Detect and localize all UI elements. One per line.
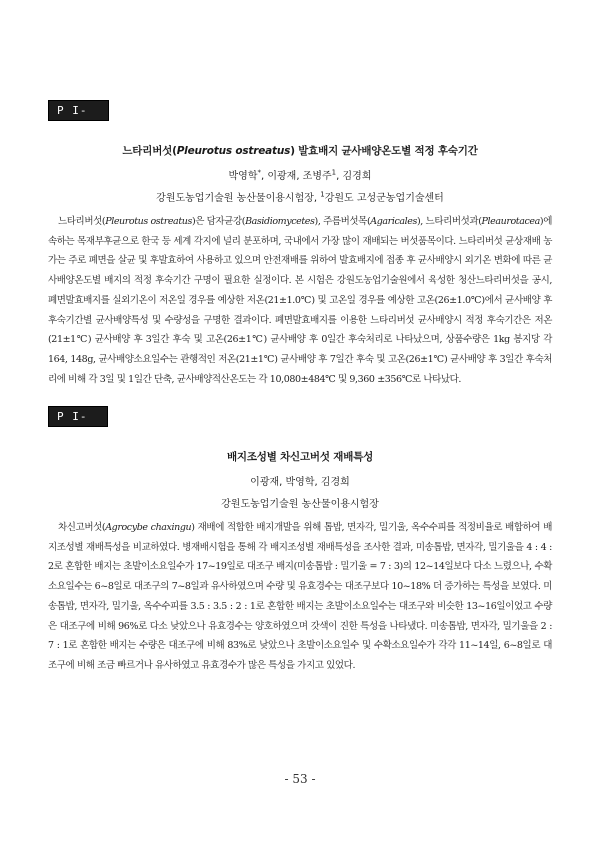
species-name: Agaricales <box>370 216 417 227</box>
species-name: Basidiomycetes <box>245 216 315 227</box>
abstract-code-badge: P I-05 <box>48 100 109 121</box>
abstract-code-badge: P I-06 <box>48 406 108 427</box>
body-text: ), 느타리버섯과( <box>416 216 482 227</box>
body-text: ) 재배에 적합한 배지개발을 위해 톱밥, 면자각, 밀기울, 옥수수피를 적정비율로 배합하여 배지조성별 재배특성을 비교하였다. 병재배시험을 통해 각 배지조성별 재배특성을 조사한 결과, 미송톱밥, 면자각, 밀기울을 4 : 4 : 2로 혼합한 배지는 초발이소요일수가 17~19일로 대조구 배지(미송톱밥 : 밀기울 = 7 : 3)의 12~14일보다 다소 느렸으나, 수확소요일수는 6~8일로 대조구의 7~8일과 유사하였으며 수량 및 유효경수는 대조구보다 10~18% 더 증가하는 특성을 보였다. 미송톱밥, 면자각, 밀기울, 옥수수피를 3.5 : 3.5 : 2 : 1로 혼합한 배지는 초발이소요일수는 대조구와 비슷한 13~16일이었고 수량은 대조구에 비해 96%로 다소 낮았으나 유효경수는 양호하였으며 갓색이 진한 특성을 나타냈다. 미송톱밥, 면자각, 밀기울을 2 : 7 : 1로 혼합한 배지는 수량은 대조구에 비해 83%로 낮았으나 초발이소요일수 및 수확소요일수가 각각 11~14일, 6~8일로 대조구에 비해 조금 빠르거나 유사하였고 유효경수가 많은 특성을 가지고 있었다. <box>48 522 552 671</box>
title-part: 느타리버섯( <box>122 145 177 157</box>
title-part: ) 발효배지 균사배양온도별 적정 후숙기간 <box>290 145 478 157</box>
abstract-title <box>48 143 552 158</box>
species-name: Agrocybe chaxingu <box>105 522 192 533</box>
abstract-paragraph <box>48 518 552 676</box>
body-text: )에 속하는 목재부후균으로 한국 등 세계 각지에 널리 분포하며, 국내에서 가장 많이 재배되는 버섯품목이다. 느타리버섯 균상재배 농가는 주로 폐면을 살균 및 후발효하여 사용하고 있으며 안전재배를 위하여 발효배지에 접종 후 균사배양시 외기온 변화에 따른 균사배양온도별 배지의 적정 후숙기간 구명이 필요한 실정이다. 본 시험은 강원도농업기술원에서 육성한 청산느타리버섯을 공시, 폐면발효배지를 실외기온이 저온일 경우를 예상한 저온(21±1.0℃) 및 고온일 경우를 예상한 고온(26±1.0℃)에서 균사배양 후 후숙기간별 균사배양특성 및 수량성을 구명한 결과이다. 폐면발효배지를 이용한 느타리버섯 균사배양시 적정 후숙기간은 저온(21±1℃) 균사배양 후 3일간 후숙 및 고온(26±1℃) 균사배양 후 0일간 후숙처리로 나타났으며, 상품수량은 1kg 봉지당 각 164, 148g, 균사배양소요일수는 관행적인 저온(21±1℃) 균사배양 후 7일간 후숙 및 고온(26±1℃) 균사배양 후 3일간 후숙처리에 비해 각 3일 및 1일간 단축, 균사배양적산온도는 각 10,080±484℃ 및 9,360 ±356℃로 나타났다. <box>48 216 552 385</box>
species-name: Pleaurotacea <box>481 216 540 227</box>
species-name: Pleurotus ostreatus <box>105 216 192 227</box>
page-number: - 53 - <box>284 772 316 786</box>
abstract-pi-05 <box>48 100 552 389</box>
author-name: , 이광재, 조병주 <box>260 171 332 182</box>
abstract-authors <box>48 167 552 182</box>
abstract-pi-06 <box>48 406 552 676</box>
author-marker: 1 <box>331 168 337 177</box>
body-text: 차신고버섯( <box>58 522 106 533</box>
abstract-body <box>48 518 552 676</box>
affiliation-marker: 1 <box>320 190 325 199</box>
body-text: )은 담자균강( <box>191 216 246 227</box>
author-name: 박영학 <box>228 171 258 182</box>
body-text: 느타리버섯( <box>58 216 106 227</box>
body-text: ), 주름버섯목( <box>314 216 371 227</box>
title-species: Pleurotus ostreatus <box>176 145 291 157</box>
affiliation-part: 강원도 고성군농업기술센터 <box>324 193 444 204</box>
abstract-authors: 이광재, 박영학, 김경희 <box>250 477 350 488</box>
author-marker: * <box>257 168 261 177</box>
affiliation-part: 강원도농업기술원 농산물이용시험장, <box>156 193 321 204</box>
abstract-affiliation: 강원도농업기술원 농산물이용시험장 <box>221 499 379 510</box>
abstract-paragraph <box>48 212 552 389</box>
abstract-affiliation <box>48 189 552 204</box>
author-name: , 김경희 <box>336 171 372 182</box>
abstract-title: 배지조성별 차신고버섯 재배특성 <box>226 451 374 463</box>
abstract-body <box>48 212 552 389</box>
